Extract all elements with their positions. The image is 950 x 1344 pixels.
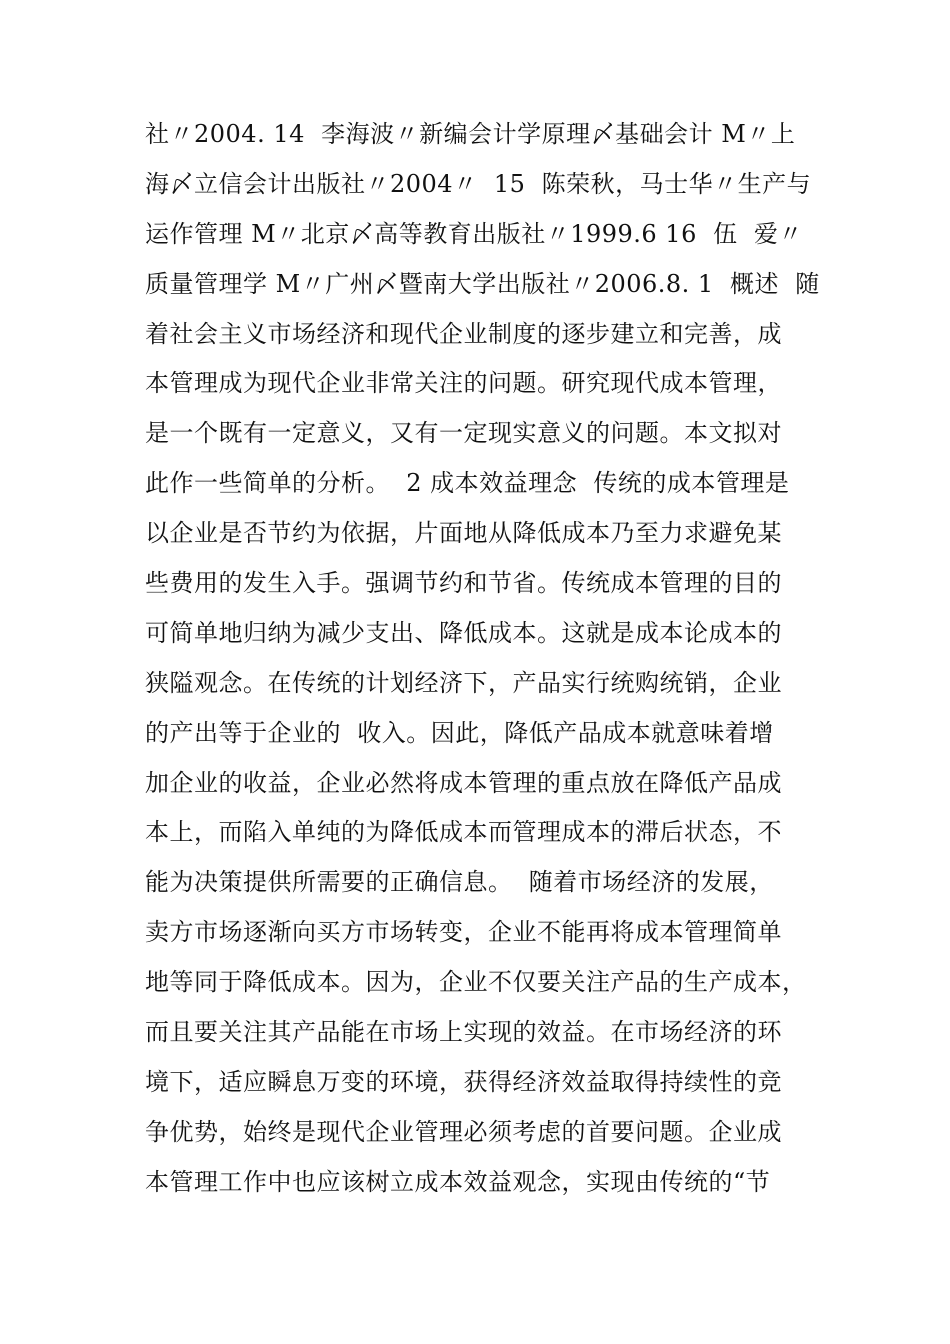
text-line: 些费用的发生入手。强调节约和节省。传统成本管理的目的 — [145, 569, 782, 598]
text-line: 加企业的收益，企业必然将成本管理的重点放在降低产品成 — [145, 768, 782, 797]
text-line: 社〃2004. 14 李海波〃新编会计学原理〆基础会计 M〃上 — [145, 120, 796, 148]
text-line: 狭隘观念。在传统的计划经济下，产品实行统购统销，企业 — [145, 668, 782, 697]
text-line: 境下，适应瞬息万变的环境，获得经济效益取得持续性的竞 — [145, 1067, 782, 1096]
text-line: 本上，而陷入单纯的为降低成本而管理成本的滞后状态，不 — [145, 818, 782, 847]
text-line: 卖方市场逐渐向买方市场转变，企业不能再将成本管理简单 — [145, 918, 782, 947]
text-line: 争优势，始终是现代企业管理必须考虑的首要问题。企业成 — [145, 1117, 782, 1146]
text-line: 此作一些简单的分析。 2 成本效益理念 传统的成本管理是 — [145, 469, 790, 498]
text-line: 可简单地归纳为减少支出、降低成本。这就是成本论成本的 — [145, 618, 782, 647]
text-line: 以企业是否节约为依据，片面地从降低成本乃至力求避免某 — [145, 519, 782, 548]
text-line: 的产出等于企业的 收入。因此，降低产品成本就意味着增 — [145, 718, 774, 747]
text-line: 本管理成为现代企业非常关注的问题。研究现代成本管理， — [145, 369, 782, 398]
text-line: 质量管理学 M〃广州〆暨南大学出版社〃2006.8. 1 概述 随 — [145, 269, 820, 298]
text-line: 能为决策提供所需要的正确信息。 随着市场经济的发展， — [145, 868, 774, 897]
text-line: 是一个既有一定意义，又有一定现实意义的问题。本文拟对 — [145, 419, 782, 448]
text-line: 地等同于降低成本。因为，企业不仅要关注产品的生产成本， — [145, 968, 807, 997]
text-line: 海〆立信会计出版社〃2004〃 15 陈荣秋，马士华〃生产与 — [145, 169, 812, 198]
text-line: 而且要关注其产品能在市场上实现的效益。在市场经济的环 — [145, 1018, 782, 1047]
text-line: 运作管理 M〃北京〆高等教育出版社〃1999.6 16 伍 爱〃 — [145, 219, 803, 248]
body-text — [145, 110, 820, 1208]
text-line: 本管理工作中也应该树立成本效益观念，实现由传统的“节 — [145, 1167, 771, 1196]
text-line: 着社会主义市场经济和现代企业制度的逐步建立和完善，成 — [145, 319, 782, 348]
